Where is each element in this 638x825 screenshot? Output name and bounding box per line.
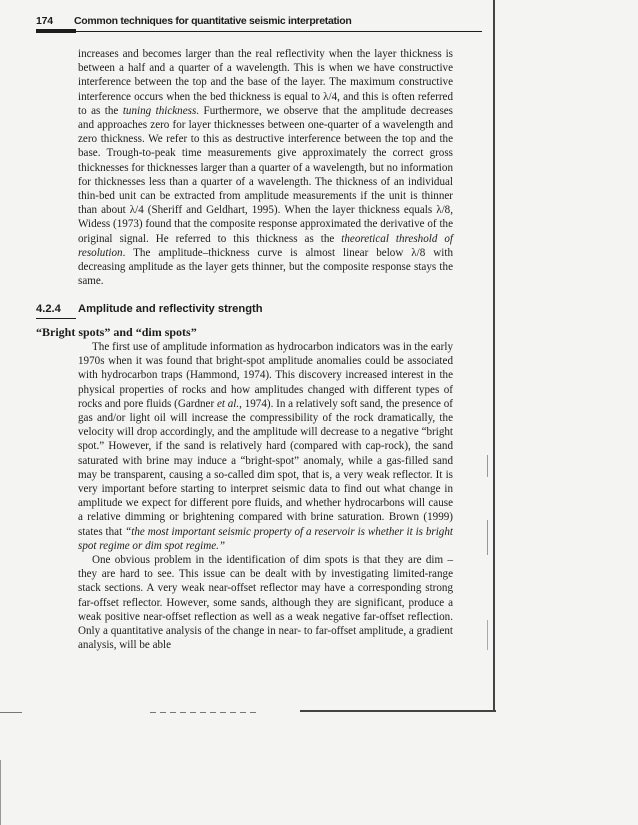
text-run: increases and becomes larger than the real reflectivity when the layer thickness is between a half and a quarter of a wavelength. This is when we have constructive interference between the top and the base of the layer. The maximum constructive interference occurs when the bed thickness is equal to λ/4, and this is often referred to as the — [78, 48, 453, 117]
scan-tick-mark — [487, 620, 488, 650]
text-run: , 1974). In a relatively soft sand, the presence of gas and/or light oil will increase the compressibility of the rock dramatically, the velocity will drop accordingly, and the amplitude will decrease to a negative “bright spot.” However, if the sand is relatively hard (compared with cap-rock), the sand saturated with brine may induce a “bright-spot” anomaly, while a gas-filled sand may be transparent, causing a so-called dim spot, that is, a very weak reflector. It is very important before starting to interpret seismic data to find out what change in amplitude we expect for different pore fluids, and whether hydrocarbons will cause a relative dimming or brightening compared with brine saturation. Brown (1999) states that — [78, 397, 453, 538]
text-run: The first use of amplitude information as hydrocarbon indicators was in the early 1970s when it was found that bright-spot amplitude anomalies could be associated with hydrocarbon traps (Hammond, 1974). This discovery increased interest in the physical properties of rocks and how amplitudes changed with different types of rocks and pore fluids (Gardner — [78, 341, 453, 410]
body-text-bottom — [78, 340, 453, 652]
italic-text-run: tuning thickness — [122, 104, 197, 117]
scan-dashed-line — [150, 712, 260, 713]
scan-edge-line — [493, 0, 495, 712]
section-number: 4.2.4 — [36, 303, 61, 315]
text-run: One obvious problem in the identification of dim spots is that they are dim – they are hard to see. This issue can be dealt with by investigating limited-range stack sections. A very weak near-offset reflector may have a corresponding strong far-offset reflector. However, some sands, although they are significant, produce a weak positive near-offset reflection as well as a weak negative far-offset reflection. Only a quantitative analysis of the change in near- to far-offset amplitude, a gradient analysis, will be able — [78, 554, 453, 652]
scan-tick-mark — [487, 520, 488, 555]
scan-foot-line — [300, 710, 496, 712]
running-head: Common techniques for quantitative seismic interpretation — [74, 15, 352, 27]
header-bar-divider — [36, 29, 76, 33]
italic-text-run: “the most important seismic property of a reservoir is whether it is bright spot regime or dim spot regime.” — [78, 525, 453, 552]
header-rule-divider — [76, 31, 482, 32]
paragraph — [78, 47, 453, 288]
page-number: 174 — [36, 15, 53, 27]
section-number-rule — [36, 318, 76, 319]
text-run: . Furthermore, we observe that the amplitude decreases and approaches zero for layer thicknesses between one-quarter of a wavelength and zero thickness. We refer to this as destructive interference between the top and the base. Trough-to-peak time measurements give approximately the correct gross thicknesses for thicknesses larger than a quarter of a wavelength, but no information for thicknesses less than a quarter of a wavelength. The thickness of an individual thin-bed unit can be extracted from amplitude measurements if the unit is thinner than about λ/4 (Sheriff and Geldhart, 1995). When the layer thickness equals λ/8, Widess (1973) found that the composite response approximated the derivative of the original signal. He referred to this thickness as the — [78, 104, 453, 245]
scan-tick-mark — [487, 455, 488, 477]
body-text-top — [78, 47, 453, 288]
italic-text-run: et al. — [216, 397, 240, 410]
scan-left-mark — [0, 712, 22, 713]
subsection-title: “Bright spots” and “dim spots” — [36, 325, 197, 339]
paragraph — [78, 553, 453, 652]
scan-left-edge — [0, 760, 1, 825]
italic-text-run: theoretical threshold of resolution — [78, 232, 453, 259]
text-run: . The amplitude–thickness curve is almost linear below λ/8 with decreasing amplitude as the layer gets thinner, but the composite response stays the same. — [78, 246, 453, 288]
section-title: Amplitude and reflectivity strength — [78, 303, 263, 315]
paragraph — [78, 340, 453, 553]
